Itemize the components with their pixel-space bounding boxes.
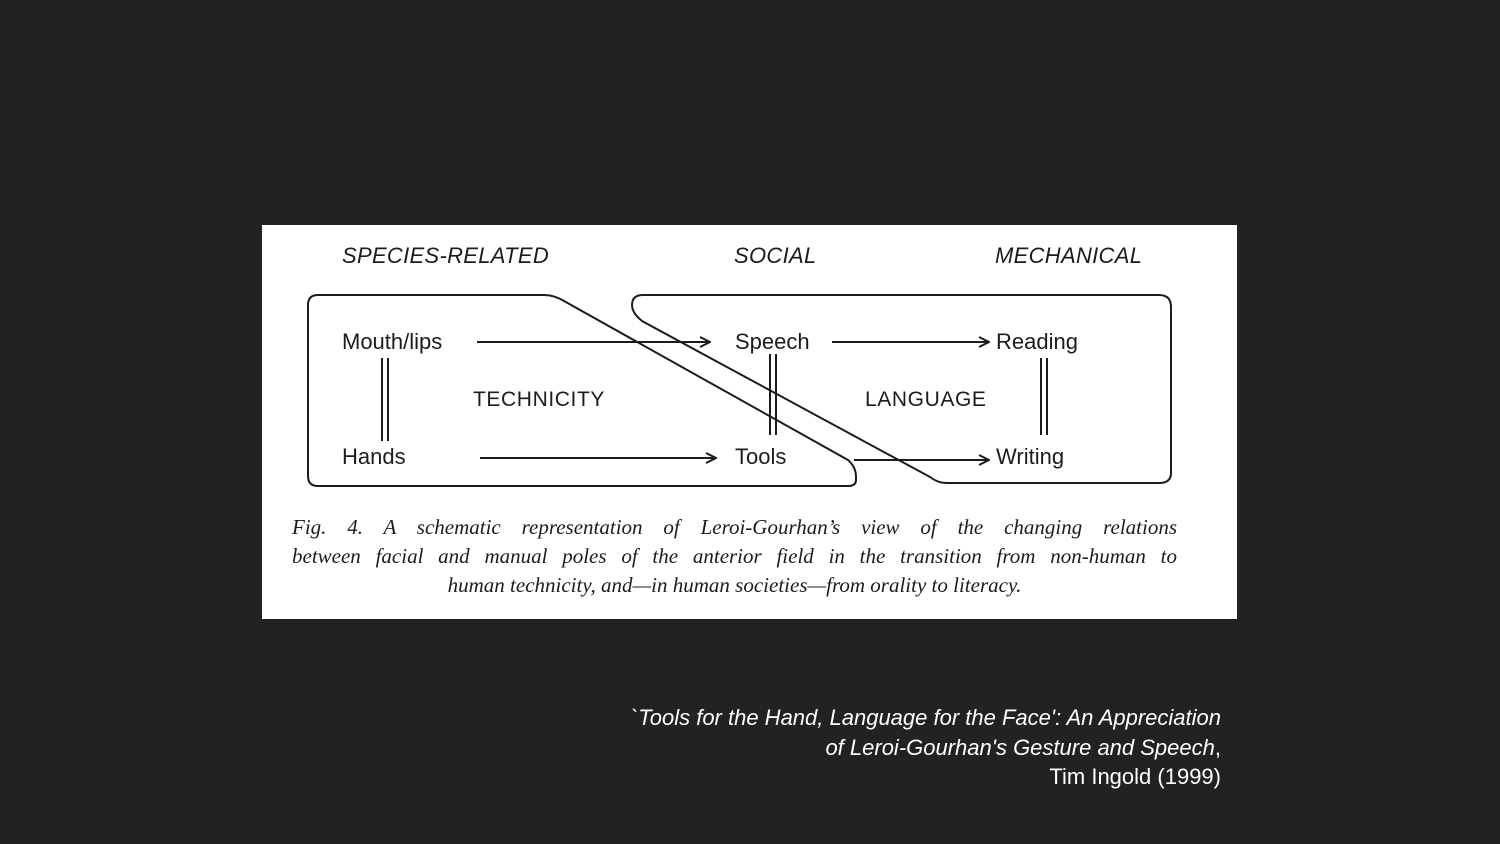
caption-line-2: between facial and manual poles of the anterior field in the transition from non-human to xyxy=(292,544,1177,568)
link-mouth-hands xyxy=(382,358,388,441)
heading-social: SOCIAL xyxy=(734,243,817,268)
citation-title-comma: , xyxy=(1214,734,1221,760)
citation xyxy=(631,703,1221,792)
caption-line-3: human technicity, and—in human societies—from orality to literacy. xyxy=(447,573,1022,597)
heading-mechanical: MECHANICAL xyxy=(995,243,1143,268)
link-reading-writing xyxy=(1041,358,1047,435)
node-speech: Speech xyxy=(735,329,810,354)
link-speech-tools xyxy=(770,354,776,435)
node-reading: Reading xyxy=(996,329,1078,354)
citation-title-line-2: of Leroi-Gourhan's Gesture and Speech xyxy=(825,734,1215,760)
label-language: LANGUAGE xyxy=(865,388,987,411)
figure-caption xyxy=(292,513,1177,600)
caption-line-1: Fig. 4. A schematic representation of Leroi-Gourhan’s view of the changing relations xyxy=(292,515,1177,539)
citation-title-line-1: `Tools for the Hand, Language for the Face': An Appreciation xyxy=(630,705,1221,730)
label-technicity: TECHNICITY xyxy=(473,388,605,411)
figure-panel xyxy=(262,225,1237,619)
heading-species-related: SPECIES-RELATED xyxy=(342,243,550,268)
node-mouth-lips: Mouth/lips xyxy=(342,329,443,354)
citation-author: Tim Ingold (1999) xyxy=(1049,764,1221,789)
node-hands: Hands xyxy=(342,444,406,469)
citation-title-line-2-wrap xyxy=(631,733,1221,763)
node-writing: Writing xyxy=(996,444,1065,469)
node-tools: Tools xyxy=(735,444,787,469)
